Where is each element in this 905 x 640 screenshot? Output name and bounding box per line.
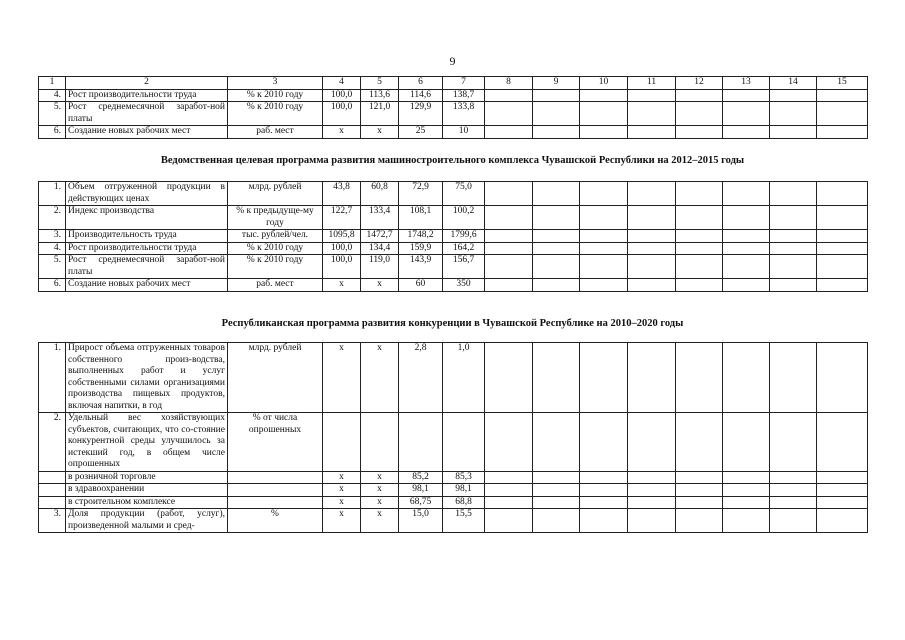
empty-cell	[723, 126, 770, 139]
empty-cell	[533, 182, 580, 206]
unit-cell	[228, 496, 323, 509]
empty-cell	[676, 102, 723, 126]
empty-cell	[485, 484, 533, 497]
column-number-header: 2	[66, 77, 228, 90]
value-cell: 85,3	[443, 471, 485, 484]
unit-cell: % от числа опрошенных	[228, 413, 323, 472]
empty-cell	[580, 126, 628, 139]
table-row	[39, 509, 868, 533]
column-number-header: 3	[228, 77, 323, 90]
value-cell: 108,1	[399, 206, 443, 230]
empty-cell	[770, 182, 817, 206]
empty-cell	[770, 126, 817, 139]
row-number: 2.	[39, 206, 66, 230]
value-cell: 15,0	[399, 509, 443, 533]
empty-cell	[580, 509, 628, 533]
value-cell: х	[323, 279, 361, 292]
empty-cell	[533, 126, 580, 139]
empty-cell	[628, 255, 676, 279]
column-number-header: 8	[485, 77, 533, 90]
indicator-name: в строительном комплексе	[66, 496, 228, 509]
empty-cell	[580, 230, 628, 243]
value-cell	[443, 413, 485, 472]
value-cell: 98,1	[443, 484, 485, 497]
empty-cell	[723, 496, 770, 509]
empty-cell	[817, 509, 868, 533]
empty-cell	[628, 206, 676, 230]
empty-cell	[580, 413, 628, 472]
value-cell: 113,6	[361, 89, 399, 102]
empty-cell	[628, 471, 676, 484]
empty-cell	[676, 255, 723, 279]
empty-cell	[533, 413, 580, 472]
value-cell: 98,1	[399, 484, 443, 497]
empty-cell	[723, 182, 770, 206]
section-title-machine-building: Ведомственная целевая программа развития машиностроительного комплекса Чувашской Республики на 2012–2015 годы	[160, 155, 745, 166]
value-cell: 85,2	[399, 471, 443, 484]
value-cell: 129,9	[399, 102, 443, 126]
value-cell: х	[361, 279, 399, 292]
row-number	[39, 471, 66, 484]
empty-cell	[628, 279, 676, 292]
empty-cell	[723, 279, 770, 292]
table-row	[39, 484, 868, 497]
empty-cell	[485, 279, 533, 292]
row-number: 2.	[39, 413, 66, 472]
empty-cell	[770, 509, 817, 533]
column-number-header: 13	[723, 77, 770, 90]
indicator-name: Удельный вес хозяйствующих субъектов, считающих, что со-стояние конкурентной среды улучшилось за истекший год, в общем числе опрошенных	[66, 413, 228, 472]
column-number-header: 12	[676, 77, 723, 90]
table-row	[39, 126, 868, 139]
empty-cell	[676, 343, 723, 413]
empty-cell	[628, 496, 676, 509]
empty-cell	[628, 343, 676, 413]
unit-cell: % к 2010 году	[228, 242, 323, 255]
value-cell: 122,7	[323, 206, 361, 230]
column-number-header: 4	[323, 77, 361, 90]
table-row	[39, 206, 868, 230]
indicator-name: Индекс производства	[66, 206, 228, 230]
column-number-header: 11	[628, 77, 676, 90]
empty-cell	[676, 279, 723, 292]
empty-cell	[817, 242, 868, 255]
unit-cell: % к 2010 году	[228, 89, 323, 102]
column-number-header: 14	[770, 77, 817, 90]
table-row	[39, 471, 868, 484]
column-number-row	[39, 77, 868, 90]
value-cell: х	[323, 471, 361, 484]
indicator-name: в здравоохранении	[66, 484, 228, 497]
empty-cell	[676, 496, 723, 509]
row-number: 1.	[39, 343, 66, 413]
table-row	[39, 89, 868, 102]
empty-cell	[770, 343, 817, 413]
value-cell: 25	[399, 126, 443, 139]
value-cell: 119,0	[361, 255, 399, 279]
value-cell: 133,4	[361, 206, 399, 230]
empty-cell	[770, 279, 817, 292]
empty-cell	[676, 413, 723, 472]
value-cell: 72,9	[399, 182, 443, 206]
empty-cell	[723, 206, 770, 230]
empty-cell	[580, 279, 628, 292]
indicator-name: Доля продукции (работ, услуг), произведенной малыми и сред-	[66, 509, 228, 533]
empty-cell	[533, 343, 580, 413]
table-row	[39, 255, 868, 279]
empty-cell	[676, 126, 723, 139]
column-number-header: 9	[533, 77, 580, 90]
row-number	[39, 484, 66, 497]
value-cell: х	[361, 484, 399, 497]
indicator-name: Рост производительности труда	[66, 89, 228, 102]
unit-cell: млрд. рублей	[228, 182, 323, 206]
value-cell: 1748,2	[399, 230, 443, 243]
empty-cell	[723, 255, 770, 279]
row-number	[39, 496, 66, 509]
indicators-table-machine-building	[38, 181, 868, 292]
empty-cell	[676, 242, 723, 255]
table-row	[39, 279, 868, 292]
empty-cell	[723, 509, 770, 533]
empty-cell	[770, 496, 817, 509]
empty-cell	[628, 413, 676, 472]
unit-cell: раб. мест	[228, 279, 323, 292]
empty-cell	[580, 471, 628, 484]
column-number-header: 6	[399, 77, 443, 90]
empty-cell	[628, 89, 676, 102]
empty-cell	[485, 413, 533, 472]
empty-cell	[770, 413, 817, 472]
value-cell: 100,0	[323, 102, 361, 126]
empty-cell	[723, 102, 770, 126]
value-cell: 68,8	[443, 496, 485, 509]
unit-cell: тыс. рублей/чел.	[228, 230, 323, 243]
empty-cell	[580, 182, 628, 206]
value-cell: 60	[399, 279, 443, 292]
empty-cell	[817, 484, 868, 497]
row-number: 5.	[39, 102, 66, 126]
empty-cell	[533, 206, 580, 230]
section-title-competition: Республиканская программа развития конкуренции в Чувашской Республике на 2010–2020 годы	[221, 318, 684, 329]
empty-cell	[817, 255, 868, 279]
empty-cell	[770, 206, 817, 230]
empty-cell	[580, 102, 628, 126]
value-cell: х	[361, 343, 399, 413]
empty-cell	[628, 126, 676, 139]
unit-cell: % к 2010 году	[228, 255, 323, 279]
empty-cell	[770, 242, 817, 255]
empty-cell	[723, 413, 770, 472]
value-cell: 1095,8	[323, 230, 361, 243]
row-number: 5.	[39, 255, 66, 279]
value-cell: 1,0	[443, 343, 485, 413]
empty-cell	[676, 230, 723, 243]
empty-cell	[533, 279, 580, 292]
value-cell: х	[361, 126, 399, 139]
empty-cell	[485, 206, 533, 230]
value-cell: 75,0	[443, 182, 485, 206]
empty-cell	[770, 471, 817, 484]
value-cell: 114,6	[399, 89, 443, 102]
empty-cell	[533, 484, 580, 497]
value-cell: 134,4	[361, 242, 399, 255]
value-cell: 43,8	[323, 182, 361, 206]
value-cell: х	[361, 471, 399, 484]
empty-cell	[817, 279, 868, 292]
empty-cell	[817, 230, 868, 243]
value-cell: х	[323, 343, 361, 413]
empty-cell	[817, 343, 868, 413]
empty-cell	[817, 126, 868, 139]
empty-cell	[485, 126, 533, 139]
empty-cell	[676, 182, 723, 206]
column-number-header: 5	[361, 77, 399, 90]
empty-cell	[770, 255, 817, 279]
column-number-header: 1	[39, 77, 66, 90]
indicator-name: Объем отгруженной продукции в действующих ценах	[66, 182, 228, 206]
empty-cell	[676, 509, 723, 533]
empty-cell	[817, 471, 868, 484]
row-number: 1.	[39, 182, 66, 206]
empty-cell	[628, 182, 676, 206]
value-cell: х	[361, 509, 399, 533]
unit-cell: % к предыдуще-му году	[228, 206, 323, 230]
indicator-name: Прирост объема отгруженных товаров собственного произ-водства, выполненных работ и услуг собственными силами организациями производства пищевых продуктов, включая напитки, в год	[66, 343, 228, 413]
value-cell	[399, 413, 443, 472]
table-row	[39, 496, 868, 509]
value-cell: 164,2	[443, 242, 485, 255]
empty-cell	[485, 102, 533, 126]
empty-cell	[580, 206, 628, 230]
empty-cell	[580, 242, 628, 255]
value-cell: 100,0	[323, 255, 361, 279]
value-cell: 2,8	[399, 343, 443, 413]
table-row	[39, 182, 868, 206]
empty-cell	[628, 102, 676, 126]
table-row	[39, 343, 868, 413]
empty-cell	[676, 471, 723, 484]
value-cell	[361, 413, 399, 472]
unit-cell: млрд. рублей	[228, 343, 323, 413]
value-cell: 133,8	[443, 102, 485, 126]
column-number-header: 10	[580, 77, 628, 90]
column-number-header: 15	[817, 77, 868, 90]
table-row	[39, 242, 868, 255]
empty-cell	[770, 230, 817, 243]
empty-cell	[533, 102, 580, 126]
empty-cell	[533, 255, 580, 279]
value-cell: х	[323, 509, 361, 533]
table-row	[39, 413, 868, 472]
indicator-name: в розничной торговле	[66, 471, 228, 484]
empty-cell	[533, 496, 580, 509]
empty-cell	[770, 89, 817, 102]
empty-cell	[770, 484, 817, 497]
empty-cell	[533, 509, 580, 533]
empty-cell	[628, 230, 676, 243]
value-cell: 1799,6	[443, 230, 485, 243]
unit-cell: %	[228, 509, 323, 533]
empty-cell	[485, 89, 533, 102]
value-cell	[323, 413, 361, 472]
empty-cell	[723, 484, 770, 497]
value-cell: 121,0	[361, 102, 399, 126]
value-cell: 138,7	[443, 89, 485, 102]
value-cell: х	[323, 496, 361, 509]
empty-cell	[723, 242, 770, 255]
row-number: 3.	[39, 230, 66, 243]
empty-cell	[580, 496, 628, 509]
empty-cell	[817, 496, 868, 509]
value-cell: 10	[443, 126, 485, 139]
empty-cell	[676, 206, 723, 230]
row-number: 6.	[39, 126, 66, 139]
empty-cell	[770, 102, 817, 126]
empty-cell	[817, 413, 868, 472]
empty-cell	[580, 255, 628, 279]
indicator-name: Рост среднемесячной заработ-ной платы	[66, 255, 228, 279]
value-cell: 143,9	[399, 255, 443, 279]
empty-cell	[723, 471, 770, 484]
value-cell: 60,8	[361, 182, 399, 206]
value-cell: 68,75	[399, 496, 443, 509]
value-cell: 156,7	[443, 255, 485, 279]
value-cell: 100,0	[323, 242, 361, 255]
value-cell: 1472,7	[361, 230, 399, 243]
empty-cell	[485, 230, 533, 243]
empty-cell	[580, 89, 628, 102]
column-number-header: 7	[443, 77, 485, 90]
indicator-name: Рост производительности труда	[66, 242, 228, 255]
value-cell: 159,9	[399, 242, 443, 255]
value-cell: 15,5	[443, 509, 485, 533]
page-number: 9	[449, 54, 456, 68]
empty-cell	[533, 89, 580, 102]
empty-cell	[485, 509, 533, 533]
table-row	[39, 230, 868, 243]
empty-cell	[485, 496, 533, 509]
empty-cell	[485, 182, 533, 206]
empty-cell	[817, 102, 868, 126]
empty-cell	[580, 484, 628, 497]
indicators-table-part-1	[38, 76, 868, 139]
empty-cell	[817, 182, 868, 206]
value-cell: 100,0	[323, 89, 361, 102]
row-number: 4.	[39, 89, 66, 102]
empty-cell	[628, 242, 676, 255]
empty-cell	[723, 343, 770, 413]
empty-cell	[723, 89, 770, 102]
empty-cell	[485, 242, 533, 255]
unit-cell: раб. мест	[228, 126, 323, 139]
row-number: 6.	[39, 279, 66, 292]
value-cell: х	[361, 496, 399, 509]
empty-cell	[485, 255, 533, 279]
empty-cell	[676, 89, 723, 102]
empty-cell	[817, 89, 868, 102]
empty-cell	[817, 206, 868, 230]
indicator-name: Создание новых рабочих мест	[66, 126, 228, 139]
indicator-name: Рост среднемесячной заработ-ной платы	[66, 102, 228, 126]
value-cell: 350	[443, 279, 485, 292]
indicators-table-competition	[38, 342, 868, 533]
indicator-name: Создание новых рабочих мест	[66, 279, 228, 292]
value-cell: х	[323, 484, 361, 497]
empty-cell	[485, 471, 533, 484]
empty-cell	[723, 230, 770, 243]
empty-cell	[533, 230, 580, 243]
value-cell: х	[323, 126, 361, 139]
unit-cell: % к 2010 году	[228, 102, 323, 126]
empty-cell	[533, 471, 580, 484]
row-number: 3.	[39, 509, 66, 533]
empty-cell	[533, 242, 580, 255]
empty-cell	[580, 343, 628, 413]
indicator-name: Производительность труда	[66, 230, 228, 243]
empty-cell	[628, 509, 676, 533]
table-row	[39, 102, 868, 126]
row-number: 4.	[39, 242, 66, 255]
empty-cell	[485, 343, 533, 413]
unit-cell	[228, 484, 323, 497]
empty-cell	[676, 484, 723, 497]
value-cell: 100,2	[443, 206, 485, 230]
unit-cell	[228, 471, 323, 484]
empty-cell	[628, 484, 676, 497]
